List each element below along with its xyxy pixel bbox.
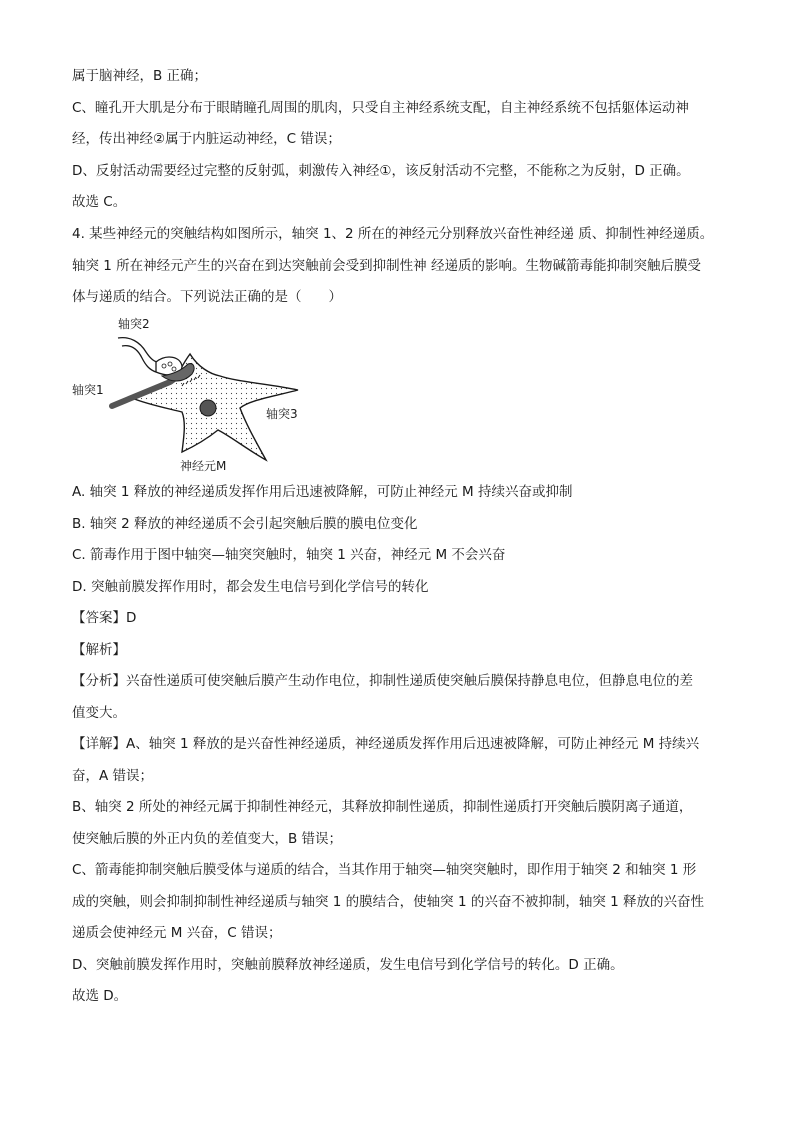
text-line: D、反射活动需要经过完整的反射弧，刺激传入神经①，该反射活动不完整，不能称之为反射，D 正确。 [72, 163, 690, 179]
text-line: 【分析】兴奋性递质可使突触后膜产生动作电位，抑制性递质使突触后膜保持静息电位，但静息电位的差 [72, 673, 693, 689]
text-line: B、轴突 2 所处的神经元属于抑制性神经元，其释放抑制性递质，抑制性递质打开突触后膜阴离子通道， [72, 799, 693, 815]
text-line: C、瞳孔开大肌是分布于眼睛瞳孔周围的肌肉，只受自主神经系统支配，自主神经系统不包括躯体运动神 [72, 100, 689, 116]
text-line: 值变大。 [72, 705, 126, 721]
text-line: 递质会使神经元 M 兴奋，C 错误； [72, 925, 282, 941]
synapse-diagram [70, 312, 310, 474]
question-stem: 4. 某些神经元的突触结构如图所示，轴突 1、2 所在的神经元分别释放兴奋性神经递 质、抑制性神经递质。 [72, 226, 714, 242]
text-line: D、突触前膜发挥作用时，突触前膜释放神经递质，发生电信号到化学信号的转化。D 正确。 [72, 957, 624, 973]
question-stem: 体与递质的结合。下列说法正确的是（ ） [72, 289, 342, 305]
text-line: 属于脑神经，B 正确； [72, 68, 208, 84]
option-b: B. 轴突 2 释放的神经递质不会引起突触后膜的膜电位变化 [72, 516, 418, 532]
option-d: D. 突触前膜发挥作用时，都会发生电信号到化学信号的转化 [72, 579, 429, 595]
label-axon-1: 轴突1 [72, 383, 104, 397]
axon-2 [118, 338, 158, 362]
neuron-m-nucleus [200, 400, 216, 416]
option-a: A. 轴突 1 释放的神经递质发挥作用后迅速被降解，可防止神经元 M 持续兴奋或抑制 [72, 484, 573, 500]
label-axon-2: 轴突2 [118, 317, 150, 331]
answer-label: 【答案】D [72, 610, 137, 626]
text-line: 奋，A 错误； [72, 768, 154, 784]
text-line: 使突触后膜的外正内负的差值变大，B 错误； [72, 831, 343, 847]
text-line: 故选 D。 [72, 988, 128, 1004]
option-c: C. 箭毒作用于图中轴突—轴突突触时，轴突 1 兴奋，神经元 M 不会兴奋 [72, 547, 506, 563]
question-stem: 轴突 1 所在神经元产生的兴奋在到达突触前会受到抑制性神 经递质的影响。生物碱箭毒能抑制突触后膜受 [72, 258, 701, 274]
analysis-label: 【解析】 [72, 642, 126, 658]
label-axon-3: 轴突3 [266, 407, 298, 421]
text-line: 故选 C。 [72, 194, 127, 210]
text-line: 【详解】A、轴突 1 释放的是兴奋性神经递质，神经递质发挥作用后迅速被降解，可防止神经元 M 持续兴 [72, 736, 700, 752]
text-line: 成的突触，则会抑制抑制性神经递质与轴突 1 的膜结合，使轴突 1 的兴奋不被抑制，轴突 1 释放的兴奋性 [72, 894, 705, 910]
label-neuron-m: 神经元M [180, 459, 227, 473]
text-line: C、箭毒能抑制突触后膜受体与递质的结合，当其作用于轴突—轴突突触时，即作用于轴突 2 和轴突 1 形 [72, 862, 697, 878]
text-line: 经，传出神经②属于内脏运动神经，C 错误； [72, 131, 341, 147]
